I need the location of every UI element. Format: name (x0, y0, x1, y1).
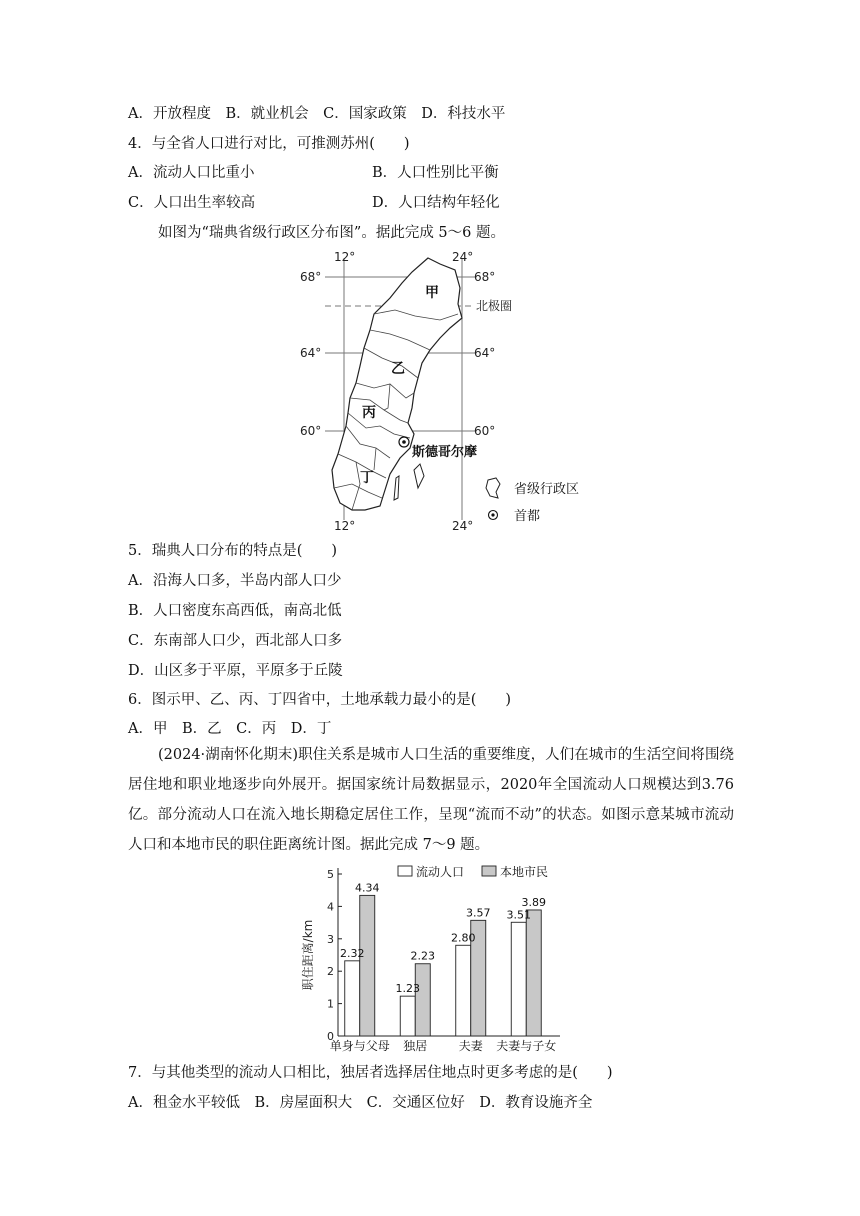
region-yi-label: 乙 (391, 361, 405, 377)
q7-options: A．租金水平较低 B．房屋面积大 C．交通区位好 D．教育设施齐全 (128, 1095, 593, 1111)
bar-local-0 (360, 895, 375, 1036)
q5-option-a: A．沿海人口多，半岛内部人口少 (128, 573, 342, 589)
legend-label-0: 流动人口 (416, 865, 465, 879)
data-label: 1.23 (395, 982, 420, 996)
lat-60-left: 60° (300, 424, 322, 438)
data-label: 2.32 (340, 946, 365, 960)
sweden-map (290, 248, 610, 533)
data-label: 2.23 (410, 949, 435, 963)
region-jia-label: 甲 (425, 285, 439, 301)
y-axis-label: 职住距离/km (301, 919, 315, 991)
bar-floating-3 (511, 922, 526, 1036)
x-tick-label: 夫妻 (458, 1039, 483, 1053)
y-tick-label: 2 (327, 965, 334, 979)
lat-64-right: 64° (474, 346, 496, 360)
lon-top-right: 24° (452, 250, 474, 264)
q4-option-a: A．流动人口比重小 (128, 165, 255, 181)
legend-label-1: 本地市民 (500, 865, 549, 879)
legend-swatch-0 (398, 866, 412, 876)
q4-stem: 4．与全省人口进行对比，可推测苏州( ) (128, 136, 410, 152)
lat-68-left: 68° (300, 270, 322, 284)
q7-stem: 7．与其他类型的流动人口相比，独居者选择居住地点时更多考虑的是( ) (128, 1065, 613, 1081)
bar-local-1 (415, 964, 430, 1036)
region-bing-label: 丙 (362, 405, 376, 421)
q3-options: A．开放程度 B．就业机会 C．国家政策 D．科技水平 (128, 106, 506, 122)
bar-floating-2 (456, 945, 471, 1036)
capital-label: 斯德哥尔摩 (412, 445, 478, 460)
lat-68-right: 68° (474, 270, 496, 284)
data-label: 4.34 (355, 881, 380, 895)
q4-option-b: B．人口性别比平衡 (372, 165, 499, 181)
intro-7-9: (2024·湖南怀化期末)职住关系是城市人口生活的重要维度，人们在城市的生活空间将围绕居住地和职业地逐步向外展开。据国家统计局数据显示，2020年全国流动人口规模达到3.76亿。部分流动人口在流入地长期稳定居住工作，呈现“流而不动”的状态。如图示意某城市流动人口和本地市民的职住距离统计图。据此完成 7～9 题。 (128, 747, 734, 853)
y-tick-label: 1 (327, 997, 334, 1011)
gotland-island (414, 464, 424, 488)
y-tick-label: 5 (327, 868, 334, 881)
lat-64-left: 64° (300, 346, 322, 360)
q4-option-c: C．人口出生率较高 (128, 195, 256, 211)
legend-province-label: 省级行政区 (514, 482, 580, 497)
q5-option-c: C．东南部人口少，西北部人口多 (128, 633, 343, 649)
data-label: 3.51 (506, 908, 531, 922)
lon-top-left: 12° (334, 250, 356, 264)
lon-bottom-left: 12° (334, 519, 356, 533)
lon-bottom-right: 24° (452, 519, 474, 533)
y-tick-label: 3 (327, 932, 334, 946)
province-legend-icon (486, 478, 500, 498)
bar-floating-1 (400, 996, 415, 1036)
region-ding-label: 丁 (360, 470, 374, 486)
legend-swatch-1 (482, 866, 496, 876)
data-label: 3.89 (521, 895, 546, 909)
y-tick-label: 0 (327, 1030, 334, 1043)
bar-local-3 (526, 910, 541, 1036)
q5-option-b: B．人口密度东高西低，南高北低 (128, 603, 342, 619)
y-tick-label: 4 (327, 900, 334, 914)
lat-60-right: 60° (474, 424, 496, 438)
q5-stem: 5．瑞典人口分布的特点是( ) (128, 543, 338, 559)
sweden-outline (332, 258, 462, 510)
bar-floating-0 (345, 961, 360, 1036)
arctic-circle-label: 北极圈 (476, 299, 513, 313)
intro-5-6: 如图为“瑞典省级行政区分布图”。据此完成 5～6 题。 (158, 225, 505, 241)
legend-capital-label: 首都 (514, 509, 541, 524)
q5-option-d: D．山区多于平原，平原多于丘陵 (128, 663, 343, 679)
q6-stem: 6．图示甲、乙、丙、丁四省中，土地承载力最小的是( ) (128, 692, 512, 708)
x-tick-label: 单身与父母 (329, 1039, 390, 1053)
bar-chart (296, 862, 576, 1058)
x-tick-label: 独居 (403, 1039, 428, 1053)
x-tick-label: 夫妻与子女 (496, 1039, 557, 1053)
data-label: 2.80 (451, 931, 476, 945)
oland-island (394, 476, 399, 500)
data-label: 3.57 (466, 906, 491, 920)
q6-options: A．甲 B．乙 C．丙 D．丁 (128, 721, 332, 737)
q4-option-d: D．人口结构年轻化 (372, 195, 500, 211)
